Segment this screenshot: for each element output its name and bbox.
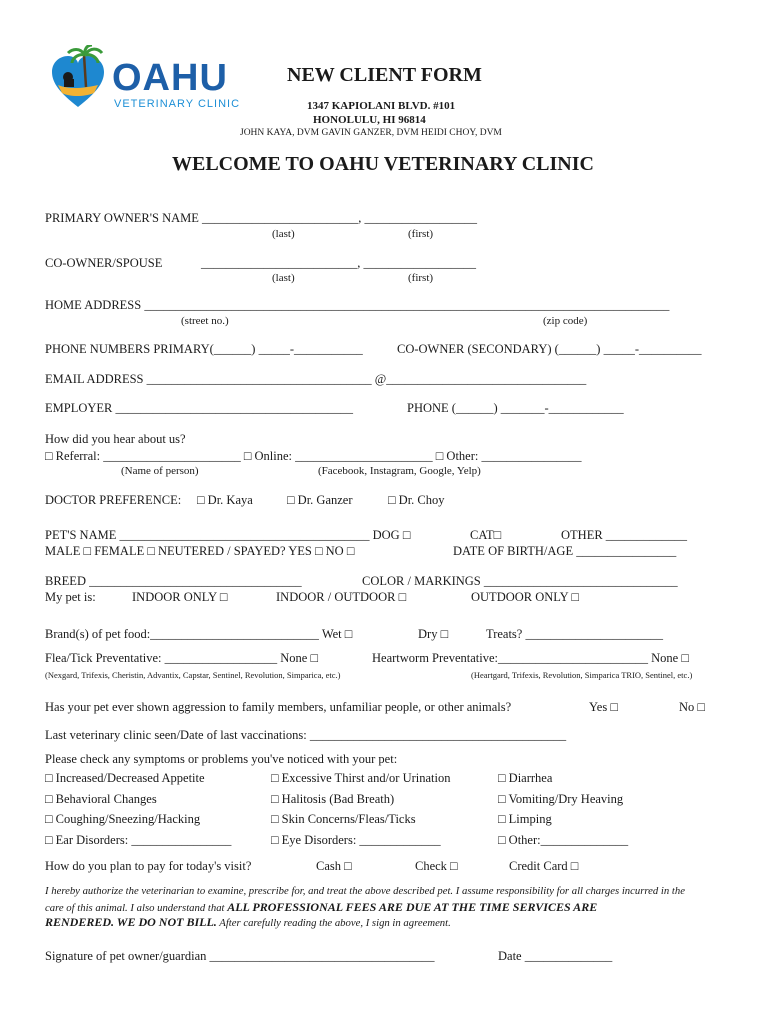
authorization-no-bill-notice: RENDERED. WE DO NOT BILL.: [45, 915, 217, 929]
symptom-checkbox[interactable]: □ Limping: [498, 812, 552, 826]
co-owner-label: CO-OWNER/SPOUSE: [45, 256, 163, 270]
credit-card-checkbox[interactable]: Credit Card □: [509, 859, 579, 873]
dr-choy-checkbox[interactable]: □ Dr. Choy: [388, 493, 445, 507]
referral-name-hint: (Name of person): [121, 465, 199, 477]
heartworm-examples-hint: (Heartgard, Trifexis, Revolution, Simparica TRIO, Sentinel, etc.): [471, 670, 693, 680]
pet-food-field[interactable]: Brand(s) of pet food:___________________________ Wet □: [45, 627, 353, 641]
employer-field[interactable]: EMPLOYER ______________________________________: [45, 401, 353, 415]
last-visit-field[interactable]: Last veterinary clinic seen/Date of last vaccinations: _________________________________________: [45, 728, 567, 742]
first-hint: (first): [408, 228, 434, 240]
my-pet-label: My pet is:: [45, 590, 96, 604]
treats-field[interactable]: Treats? ______________________: [486, 627, 663, 641]
symptom-checkbox[interactable]: □ Skin Concerns/Fleas/Ticks: [271, 812, 416, 826]
cat-checkbox[interactable]: CAT□: [470, 528, 502, 542]
doctor-list: JOHN KAYA, DVM GAVIN GANZER, DVM HEIDI CHOY, DVM: [240, 128, 502, 138]
symptom-checkbox[interactable]: □ Vomiting/Dry Heaving: [498, 792, 624, 806]
authorization-fees-notice: ALL PROFESSIONAL FEES ARE DUE AT THE TIME SERVICES ARE: [227, 900, 598, 914]
symptoms-intro: Please check any symptoms or problems you've noticed with your pet:: [45, 752, 398, 766]
last-hint: (last): [272, 228, 295, 240]
employer-phone-field[interactable]: PHONE (______) _______-____________: [407, 401, 624, 415]
authorization-text-2a: care of this animal. I also understand that: [45, 902, 228, 914]
address-line-1: 1347 KAPIOLANI BLVD. #101: [307, 100, 456, 112]
flea-preventative-field[interactable]: Flea/Tick Preventative: __________________ None □: [45, 651, 319, 665]
primary-owner-name-field[interactable]: PRIMARY OWNER'S NAME _________________________, __________________: [45, 211, 478, 225]
symptom-checkbox[interactable]: □ Halitosis (Bad Breath): [271, 792, 395, 806]
dob-field[interactable]: DATE OF BIRTH/AGE ________________: [453, 544, 677, 558]
authorization-line-1: I hereby authorize the veterinarian to examine, prescribe for, and treat the above described pet. I assume responsibility for all charges incurred in the: [45, 885, 685, 897]
secondary-phone-field[interactable]: CO-OWNER (SECONDARY) (______) _____-__________: [397, 342, 702, 356]
symptom-checkbox[interactable]: □ Excessive Thirst and/or Urination: [271, 771, 451, 785]
color-field[interactable]: COLOR / MARKINGS _______________________________: [362, 574, 678, 588]
sex-neuter-options[interactable]: MALE □ FEMALE □ NEUTERED / SPAYED? YES □ NO □: [45, 544, 355, 558]
pet-name-field[interactable]: PET'S NAME ________________________________________ DOG □: [45, 528, 411, 542]
authorization-line-2: [45, 900, 597, 915]
street-hint: (street no.): [181, 315, 229, 327]
co-owner-name-field[interactable]: _________________________, __________________: [201, 256, 476, 270]
other-species-field[interactable]: OTHER _____________: [561, 528, 688, 542]
authorization-agreement: After carefully reading the above, I sign in agreement.: [216, 917, 451, 929]
symptom-checkbox[interactable]: □ Other:______________: [498, 833, 629, 847]
doctor-preference-label: DOCTOR PREFERENCE:: [45, 493, 182, 507]
symptom-checkbox[interactable]: □ Diarrhea: [498, 771, 553, 785]
outdoor-checkbox[interactable]: OUTDOOR ONLY □: [471, 590, 579, 604]
co-last-hint: (last): [272, 272, 295, 284]
welcome-heading: WELCOME TO OAHU VETERINARY CLINIC: [172, 153, 594, 175]
flea-examples-hint: (Nexgard, Trifexis, Cheristin, Advantix, Capstar, Sentinel, Revolution, Simparica, etc.): [45, 670, 341, 680]
indoor-outdoor-checkbox[interactable]: INDOOR / OUTDOOR □: [276, 590, 407, 604]
aggression-no-checkbox[interactable]: No □: [679, 700, 705, 714]
co-first-hint: (first): [408, 272, 434, 284]
clinic-logo: [50, 45, 260, 117]
online-hint: (Facebook, Instagram, Google, Yelp): [318, 465, 481, 477]
dry-food-checkbox[interactable]: Dry □: [418, 627, 449, 641]
zip-hint: (zip code): [543, 315, 588, 327]
symptom-checkbox[interactable]: □ Ear Disorders: ________________: [45, 833, 232, 847]
logo-subtitle: VETERINARY CLINIC: [114, 98, 241, 110]
logo-brand: OAHU: [112, 57, 228, 99]
symptom-checkbox[interactable]: □ Coughing/Sneezing/Hacking: [45, 812, 201, 826]
symptom-checkbox[interactable]: □ Behavioral Changes: [45, 792, 157, 806]
form-title: NEW CLIENT FORM: [287, 64, 482, 86]
authorization-line-3: [45, 915, 451, 930]
referral-question: How did you hear about us?: [45, 432, 186, 446]
referral-options[interactable]: □ Referral: ______________________ □ Online: ______________________ □ Other: ________________: [45, 449, 582, 463]
dr-ganzer-checkbox[interactable]: □ Dr. Ganzer: [287, 493, 353, 507]
signature-field[interactable]: Signature of pet owner/guardian ____________________________________: [45, 949, 435, 963]
home-address-field[interactable]: HOME ADDRESS ____________________________________________________________________________________: [45, 298, 670, 312]
address-line-2: HONOLULU, HI 96814: [313, 114, 426, 126]
cash-checkbox[interactable]: Cash □: [316, 859, 352, 873]
indoor-checkbox[interactable]: INDOOR ONLY □: [132, 590, 228, 604]
payment-question: How do you plan to pay for today's visit?: [45, 859, 252, 873]
primary-phone-field[interactable]: PHONE NUMBERS PRIMARY(______) _____-___________: [45, 342, 363, 356]
symptom-checkbox[interactable]: □ Eye Disorders: _____________: [271, 833, 441, 847]
dr-kaya-checkbox[interactable]: □ Dr. Kaya: [197, 493, 253, 507]
aggression-question: Has your pet ever shown aggression to family members, unfamiliar people, or other animals?: [45, 700, 512, 714]
email-field[interactable]: EMAIL ADDRESS ____________________________________ @________________________________: [45, 372, 587, 386]
check-checkbox[interactable]: Check □: [415, 859, 458, 873]
aggression-yes-checkbox[interactable]: Yes □: [589, 700, 618, 714]
symptom-checkbox[interactable]: □ Increased/Decreased Appetite: [45, 771, 205, 785]
breed-field[interactable]: BREED __________________________________: [45, 574, 302, 588]
heartworm-preventative-field[interactable]: Heartworm Preventative:________________________ None □: [372, 651, 689, 665]
date-field[interactable]: Date ______________: [498, 949, 613, 963]
